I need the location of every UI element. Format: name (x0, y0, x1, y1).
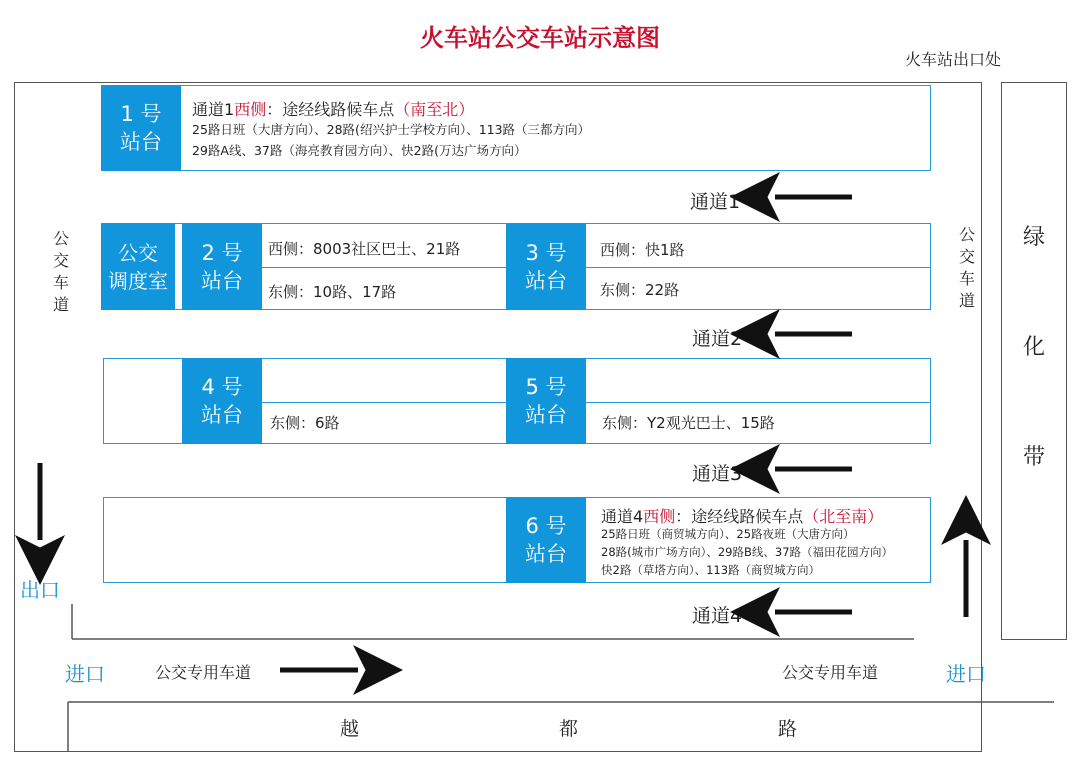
entry-right-label: 进口 (946, 662, 986, 686)
platform-3-west-routes: 西侧：快1路 (600, 241, 685, 259)
station-exit-label: 火车站出口处 (905, 50, 1002, 69)
right-bus-lane-label: 公 交 车 道 (958, 225, 975, 310)
green-belt-char-3: 带 (1022, 445, 1045, 470)
channel-3-label: 通道3 (692, 463, 743, 485)
platform-2-west-routes: 西侧：8003社区巴士、21路 (268, 240, 461, 258)
road-name-char-2: 都 (559, 718, 579, 740)
platform-2-east-routes: 东侧：10路、17路 (268, 283, 397, 301)
dispatch-room: 公交 调度室 (101, 223, 175, 310)
platform-1-label: 1 号 站台 (101, 85, 181, 171)
inner-lane-boundary (72, 604, 914, 639)
channel-2-label: 通道2 (692, 328, 743, 350)
platform-3-east-routes: 东侧：22路 (600, 281, 680, 299)
channel-4-label: 通道4 (692, 605, 743, 627)
road-name-char-1: 越 (340, 718, 360, 740)
platform-6-routes-line-2: 28路(城市广场方向）、29路B线、37路（福田花园方向） (601, 545, 894, 559)
bus-lane-left-label: 公交专用车道 (155, 663, 252, 682)
bus-lane-right-label: 公交专用车道 (782, 663, 879, 682)
map-title: 火车站公交车站示意图 (420, 23, 660, 52)
platform-1-routes-line-2: 29路A线、37路（海亮教育园方向）、快2路(万达广场方向） (192, 143, 527, 158)
platform-4-label: 4 号 站台 (182, 358, 262, 444)
platform-6-routes-line-1: 25路日班（商贸城方向）、25路夜班（大唐方向） (601, 527, 855, 541)
platform-5-label: 5 号 站台 (506, 358, 586, 444)
road-name-char-3: 路 (778, 718, 798, 740)
platform-2-label: 2 号 站台 (182, 223, 262, 310)
green-belt-char-2: 化 (1022, 335, 1045, 360)
exit-label: 出口 (20, 578, 60, 602)
green-belt-char-1: 绿 (1022, 225, 1045, 250)
platform-6-label: 6 号 站台 (506, 497, 586, 583)
platform-6-routes-line-3: 快2路（草塔方向）、113路（商贸城方向） (601, 563, 821, 577)
platform-1-routes-line-1: 25路日班（大唐方向）、28路(绍兴护士学校方向）、113路（三都方向） (192, 122, 591, 137)
entry-left-label: 进口 (65, 662, 105, 686)
platform-4-east-routes: 东侧：6路 (270, 414, 340, 432)
platform-1-heading: 通道1西侧：途经线路候车点（南至北） (192, 100, 475, 119)
left-bus-lane-label: 公 交 车 道 (52, 229, 69, 314)
platform-5-east-routes: 东侧：Y2观光巴士、15路 (602, 414, 775, 432)
platform-6-heading: 通道4西侧：途经线路候车点（北至南） (601, 507, 884, 526)
channel-1-label: 通道1 (690, 191, 741, 213)
platform-3-label: 3 号 站台 (506, 223, 586, 310)
